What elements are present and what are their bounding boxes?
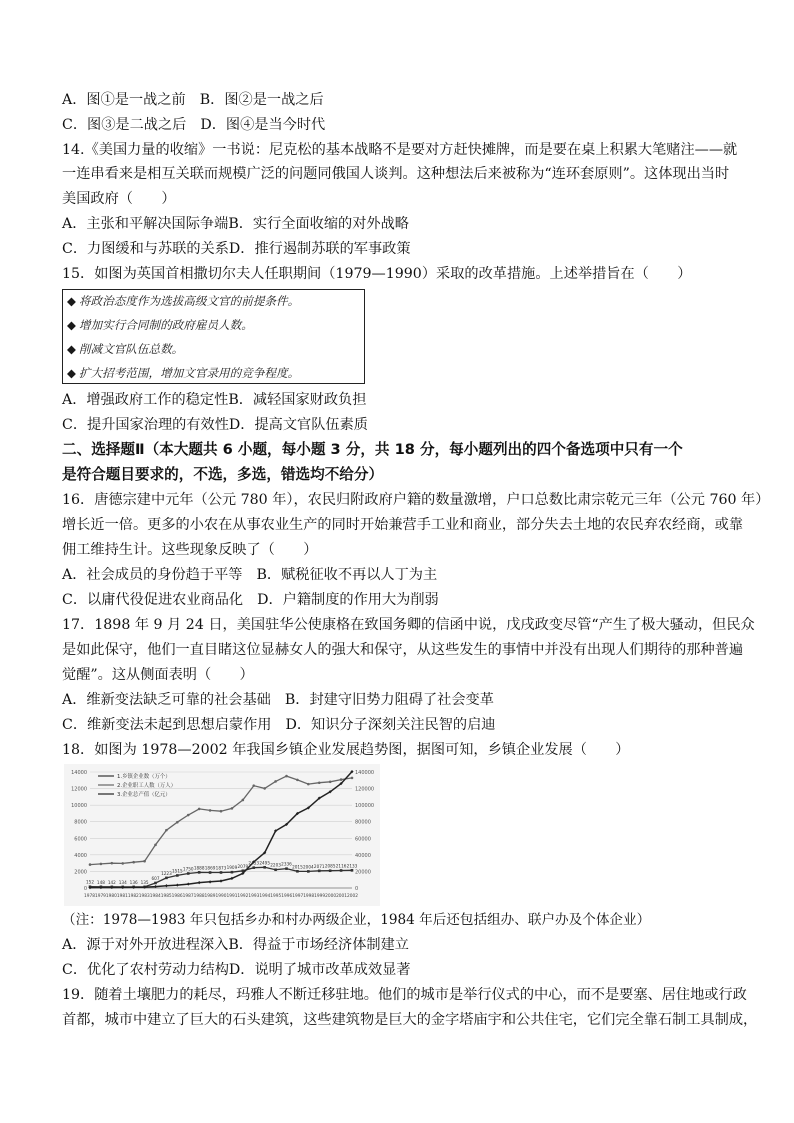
q14-options-row2 (62, 239, 411, 259)
y-tick-label-left: 2000 (74, 869, 87, 876)
y-tick-label-left: 4000 (74, 852, 87, 859)
y-tick-label-left: 12000 (71, 786, 87, 793)
count-data-label: 134 (118, 879, 127, 885)
count-data-label: 2085 (324, 863, 336, 869)
count-data-label: 607 (151, 875, 160, 881)
data-point (318, 870, 321, 873)
chart-svg (64, 764, 380, 906)
y-tick-label-left: 6000 (74, 836, 87, 843)
q13-option-d[interactable]: D．图④是当今时代 (200, 117, 326, 133)
data-point (296, 779, 299, 782)
q16-option-a[interactable]: A．社会成员的身份趋于平等 (62, 567, 243, 583)
count-data-label: 2004 (302, 864, 314, 870)
data-point (242, 799, 245, 802)
diamond-bullet-icon: ◆ (67, 366, 76, 380)
y-tick-label-left: 14000 (71, 770, 87, 776)
count-data-label: 2079 (237, 863, 249, 869)
township-enterprise-chart (64, 764, 380, 906)
data-point (187, 882, 190, 885)
data-point (274, 780, 277, 783)
q15-option-c[interactable]: C．提升国家治理的有效性 (62, 417, 229, 433)
q15-option-b[interactable]: B．减轻国家财政负担 (228, 392, 367, 408)
q15-box-item: ◆ 将政治态度作为选拔高级文官的前提条件。 (67, 294, 300, 308)
data-point (165, 884, 168, 887)
data-point (307, 783, 310, 786)
q17-options-row2 (62, 715, 496, 735)
data-point (285, 867, 288, 870)
q16-option-d[interactable]: D．户籍制度的作用大为削弱 (257, 592, 439, 608)
q14-stem-line1: 14.《美国力量的收缩》一书说：尼克松的基本战略不是要对方赶快摊牌，而是要在桌上积累大笔赌注——就 (62, 142, 738, 158)
data-point (274, 868, 277, 871)
q17-options-row1 (62, 690, 494, 710)
data-point (252, 784, 255, 787)
q17-stem-line1: 17．1898 年 9 月 24 日，美国驻华公使康格在致国务卿的信函中说，戊戌政变尽管“产生了极大骚动，但民众 (62, 617, 755, 633)
data-point (209, 809, 212, 812)
q18-stem-line1: 18．如图为 1978—2002 年我国乡镇企业发展趋势图，据图可知，乡镇企业发展（ ） (62, 742, 630, 758)
data-point (209, 871, 212, 874)
q18-chart-note: （注：1978—1983 年只包括乡办和村办两级企业，1984 年后还包括组办、联户办及个体企业） (62, 912, 651, 928)
data-point (340, 778, 343, 781)
count-data-label: 1888 (193, 865, 205, 871)
count-data-label: 142 (107, 879, 116, 885)
q13-option-c[interactable]: C．图③是二战之后 (62, 117, 187, 133)
data-point (198, 808, 201, 811)
data-point (318, 781, 321, 784)
count-data-label: 2203 (270, 862, 281, 868)
q17-option-c[interactable]: C．维新变法未起到思想启蒙作用 (62, 717, 272, 733)
q18-option-b[interactable]: B．得益于市场经济体制建立 (228, 937, 409, 953)
count-data-label: 2133 (346, 863, 358, 869)
q14-option-a[interactable]: A．主张和平解决国际争端 (62, 216, 229, 232)
count-data-label: 2453 (248, 860, 260, 866)
y-tick-label-right: 100000 (355, 803, 375, 810)
data-point (351, 777, 354, 780)
q17-option-a[interactable]: A．维新变法缺乏可靠的社会基础 (62, 692, 271, 708)
data-point (176, 883, 179, 886)
data-point (154, 882, 157, 885)
data-point (285, 775, 288, 778)
data-point (165, 877, 168, 880)
count-data-label: 136 (129, 879, 138, 885)
data-point (143, 860, 146, 863)
data-point (231, 871, 234, 874)
q16-stem-line2: 增长近一倍。更多的小农在从事农业生产的同时开始兼营手工业和商业，部分失去土地的农民弃农经商，或靠 (62, 517, 744, 533)
q17-stem-line3: 觉醒”。这从侧面表明（ ） (62, 667, 254, 683)
count-data-label: 148 (96, 879, 105, 885)
y-tick-label-left: 8000 (74, 819, 87, 826)
q18-option-d[interactable]: D．说明了城市改革成效显著 (228, 962, 411, 978)
legend-label: 3.企业总产值（亿元） (117, 792, 171, 798)
q15-options-row2 (62, 415, 368, 435)
data-point (329, 780, 332, 783)
q18-option-a[interactable]: A．源于对外开放进程深入 (62, 937, 229, 953)
q17-option-b[interactable]: B．封建守旧势力阻碍了社会变革 (284, 692, 494, 708)
y-tick-label-right: 20000 (355, 869, 371, 876)
y-tick-label-right: 80000 (355, 819, 371, 826)
data-point (165, 829, 168, 832)
q15-stem-line1: 15．如图为英国首相撒切尔夫人任职期间（1979—1990）采取的改革措施。上述举措旨在（ ） (62, 266, 692, 282)
count-data-label: 152 (86, 879, 94, 885)
diamond-bullet-icon: ◆ (67, 342, 76, 356)
section2-heading-line2: 是符合题目要求的，不选，多选，错选均不给分） (62, 466, 384, 483)
legend-label: 1.乡镇企业数（万个） (117, 774, 171, 780)
data-point (198, 871, 201, 874)
q14-option-c[interactable]: C．力图缓和与苏联的关系 (62, 241, 229, 257)
count-data-label: 2015 (292, 864, 303, 870)
q16-option-b[interactable]: B．赋税征收不再以人丁为主 (256, 567, 438, 583)
series-line (90, 776, 352, 865)
data-point (219, 879, 222, 882)
diamond-bullet-icon: ◆ (67, 318, 76, 332)
data-point (296, 870, 299, 873)
q15-box-item: ◆ 增加实行合同制的政府雇员人数。 (67, 318, 253, 332)
q18-option-c[interactable]: C．优化了农村劳动力结构 (62, 962, 229, 978)
q16-option-c[interactable]: C．以庸代役促进农业商品化 (62, 592, 244, 608)
count-data-label: 1909 (226, 865, 238, 871)
q18-options-row1 (62, 935, 409, 955)
q16-stem-line1: 16．唐德宗建中元年（公元 780 年），农民归附政府户籍的数量激增，户口总数比肃宗乾元三年（公元 760 年） (62, 492, 770, 508)
diamond-bullet-icon: ◆ (67, 294, 76, 308)
y-tick-label-right: 0 (355, 886, 359, 892)
q13-options-row1 (62, 90, 324, 110)
y-tick-label-right: 140000 (355, 770, 375, 776)
q17-option-d[interactable]: D．知识分子深刻关注民智的启迪 (285, 717, 496, 733)
q16-options-row2 (62, 590, 439, 610)
count-data-label: 1869 (204, 865, 216, 871)
count-data-label: 2495 (259, 860, 271, 866)
count-data-label: 2071 (313, 863, 325, 869)
q14-option-b[interactable]: B．实行全面收缩的对外战略 (228, 216, 409, 232)
data-point (132, 861, 135, 864)
section2-heading-line1: 二、选择题Ⅱ（本大题共 6 小题，每小题 3 分，共 18 分，每小题列出的四个备选项中只有一个 (62, 441, 683, 458)
q14-stem-line3: 美国政府（ ） (62, 191, 176, 207)
data-point (340, 869, 343, 872)
data-point (231, 807, 234, 810)
y-tick-label-right: 40000 (355, 852, 371, 859)
data-point (220, 810, 223, 813)
data-point (307, 870, 310, 873)
data-point (154, 844, 157, 847)
q18-options-row2 (62, 960, 411, 980)
q19-stem-line1: 19．随着土壤肥力的耗尽，玛雅人不断迁移驻地。他们的城市是举行仪式的中心，而不是要塞、居住地或行政 (62, 987, 747, 1003)
q15-options-row1 (62, 390, 366, 410)
count-data-label: 1873 (215, 865, 227, 871)
q16-options-row1 (62, 565, 437, 585)
x-tick-labels: 1978197919801981198219831984198519861987198819891990199119921993199419951996199719981999200020012002 (84, 893, 359, 898)
q13-options-row2 (62, 115, 325, 135)
data-point (263, 787, 266, 790)
data-point (198, 881, 201, 884)
q15-reform-box (62, 289, 365, 384)
q15-box-item: ◆ 扩大招考范围，增加文官录用的竞争程度。 (67, 366, 300, 380)
data-point (176, 874, 179, 877)
count-data-label: 2336 (281, 861, 292, 867)
y-tick-label-right: 60000 (355, 836, 371, 843)
data-point (263, 866, 266, 869)
q14-options-row1 (62, 214, 409, 234)
count-data-label: 1515 (171, 868, 183, 874)
q16-stem-line3: 佣工维持生计。这些现象反映了（ ） (62, 542, 318, 558)
y-tick-label-right: 120000 (355, 786, 375, 793)
q14-stem-line2: 一连串看来是相互关联而规模广泛的问题同俄国人谈判。这种想法后来被称为“连环套原则”。这体现出当时 (62, 166, 730, 182)
data-point (208, 880, 211, 883)
q13-option-b[interactable]: B．图②是一战之后 (199, 92, 324, 108)
y-tick-label-left: 0 (83, 886, 87, 892)
data-point (252, 866, 255, 869)
count-data-label: 1750 (182, 866, 194, 872)
q13-option-a[interactable]: A．图①是一战之前 (62, 92, 186, 108)
q17-stem-line2: 是如此保守，他们一直目睹这位显赫女人的强大和保守，从这些发生的事情中并没有出现人们期待的那种普遍 (62, 642, 744, 658)
q15-box-item: ◆ 削减文官队伍总数。 (67, 342, 184, 356)
data-point (187, 814, 190, 817)
count-data-label: 135 (140, 879, 149, 885)
data-point (89, 863, 92, 866)
data-point (187, 872, 190, 875)
data-point (220, 871, 223, 874)
q19-stem-line2: 首都，城市中建立了巨大的石头建筑，这些建筑物是巨大的金字塔庙宇和公共住宅，它们完全靠石制工具制成， (62, 1012, 758, 1028)
q15-option-a[interactable]: A．增强政府工作的稳定性 (62, 392, 229, 408)
data-point (176, 821, 179, 824)
data-point (111, 862, 114, 865)
q15-option-d[interactable]: D．提高文官队伍素质 (228, 417, 368, 433)
data-point (100, 863, 103, 866)
data-point (329, 869, 332, 872)
count-data-label: 2116 (335, 863, 347, 869)
count-data-label: 1223 (161, 870, 172, 876)
q14-option-d[interactable]: D．推行遏制苏联的军事政策 (228, 241, 411, 257)
legend-label: 2.企业职工人数（万人） (117, 783, 177, 789)
data-point (121, 862, 124, 865)
y-tick-label-left: 10000 (71, 803, 87, 810)
data-point (351, 869, 354, 872)
